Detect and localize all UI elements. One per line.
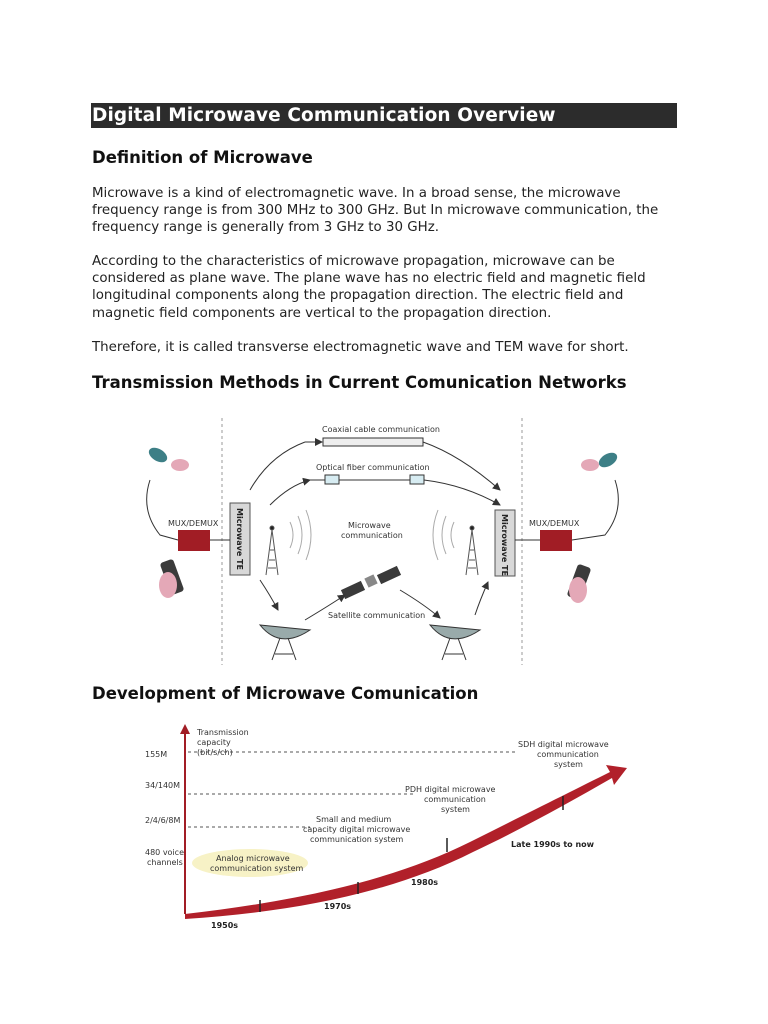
phone-left-icon	[159, 559, 184, 598]
y-tick-label: 34/140M	[145, 781, 181, 790]
dish-right-icon	[430, 625, 480, 660]
stage-label: communication system	[210, 864, 304, 873]
y-axis-label-line: capacity	[197, 738, 231, 747]
heading-definition: Definition of Microwave	[92, 148, 313, 167]
y-tick-label: 2/4/6/8M	[145, 816, 181, 825]
x-tick-label: Late 1990s to now	[511, 840, 595, 849]
text-line: Microwave is a kind of electromagnetic wave. In a broad sense, the microwave	[92, 186, 621, 201]
tower-left-icon	[266, 510, 311, 575]
transmission-diagram	[120, 410, 650, 672]
coaxial-label: Coaxial cable communication	[322, 425, 440, 434]
mux-demux-right	[540, 530, 572, 551]
dish-left-icon	[260, 625, 310, 660]
satellite-icon	[341, 566, 401, 599]
tower-right-icon	[433, 510, 478, 575]
stage-label: communication	[537, 750, 599, 759]
text-line: longitudinal components along the propagation direction. The electric field and	[92, 288, 624, 304]
heading-development: Development of Microwave Comunication	[92, 684, 479, 703]
mux-left-label: MUX/DEMUX	[168, 519, 219, 528]
stage-label: Analog microwave	[216, 854, 290, 863]
microwave-label-line2: communication	[341, 531, 403, 540]
stage-label: communication	[424, 795, 486, 804]
text-line: frequency range is generally from 3 GHz to 30 GHz.	[92, 220, 440, 236]
mux-right-label: MUX/DEMUX	[529, 519, 580, 528]
mux-demux-left	[178, 530, 210, 551]
y-axis-label-line: Transmission	[197, 728, 249, 737]
optical-fiber-path	[270, 475, 500, 505]
text-line: Therefore, it is called transverse electromagnetic wave and TEM wave for short.	[92, 340, 629, 355]
text-line: frequency range is from 300 MHz to 300 GHz. But In microwave communication, the	[92, 203, 659, 219]
stage-label: Small and medium	[316, 815, 392, 824]
heading-transmission: Transmission Methods in Current Comunication Networks	[92, 373, 627, 392]
text-line: magnetic field components are vertical to the propagation direction.	[92, 305, 552, 321]
microwave-label-line1: Microwave	[348, 521, 391, 530]
satellite-label: Satellite communication	[328, 611, 426, 620]
y-tick-label: 480 voice	[145, 848, 184, 857]
x-tick-label: 1980s	[411, 878, 439, 887]
stage-label: PDH digital microwave	[405, 785, 496, 794]
y-tick-label: 155M	[145, 750, 168, 759]
stage-label: system	[554, 760, 583, 769]
microwave-te-right-label: Microwave TE	[500, 514, 509, 577]
paragraph-definition-1	[92, 185, 692, 237]
text-line: considered as plane wave. The plane wave has no electric field and magnetic field	[92, 271, 646, 287]
paragraph-definition-3	[92, 339, 692, 356]
x-tick-label: 1950s	[211, 921, 239, 930]
x-tick-label: 1970s	[324, 902, 352, 911]
stage-label: SDH digital microwave	[518, 740, 609, 749]
microwave-te-left-label: Microwave TE	[235, 508, 244, 571]
y-tick-label: channels	[147, 858, 183, 867]
stage-label: capacity digital microwave	[303, 825, 411, 834]
optical-label: Optical fiber communication	[316, 463, 430, 472]
paragraph-definition-2	[92, 253, 692, 322]
stage-label: system	[441, 805, 470, 814]
y-axis-arrowhead	[180, 724, 190, 734]
text-line: According to the characteristics of microwave propagation, microwave can be	[92, 254, 615, 269]
development-chart	[140, 722, 640, 934]
document-title: Digital Microwave Communication Overview	[92, 105, 556, 126]
y-axis-label-line: (bit/s/ch)	[197, 748, 233, 757]
stage-label: communication system	[310, 835, 404, 844]
phone-right-icon	[567, 564, 592, 603]
